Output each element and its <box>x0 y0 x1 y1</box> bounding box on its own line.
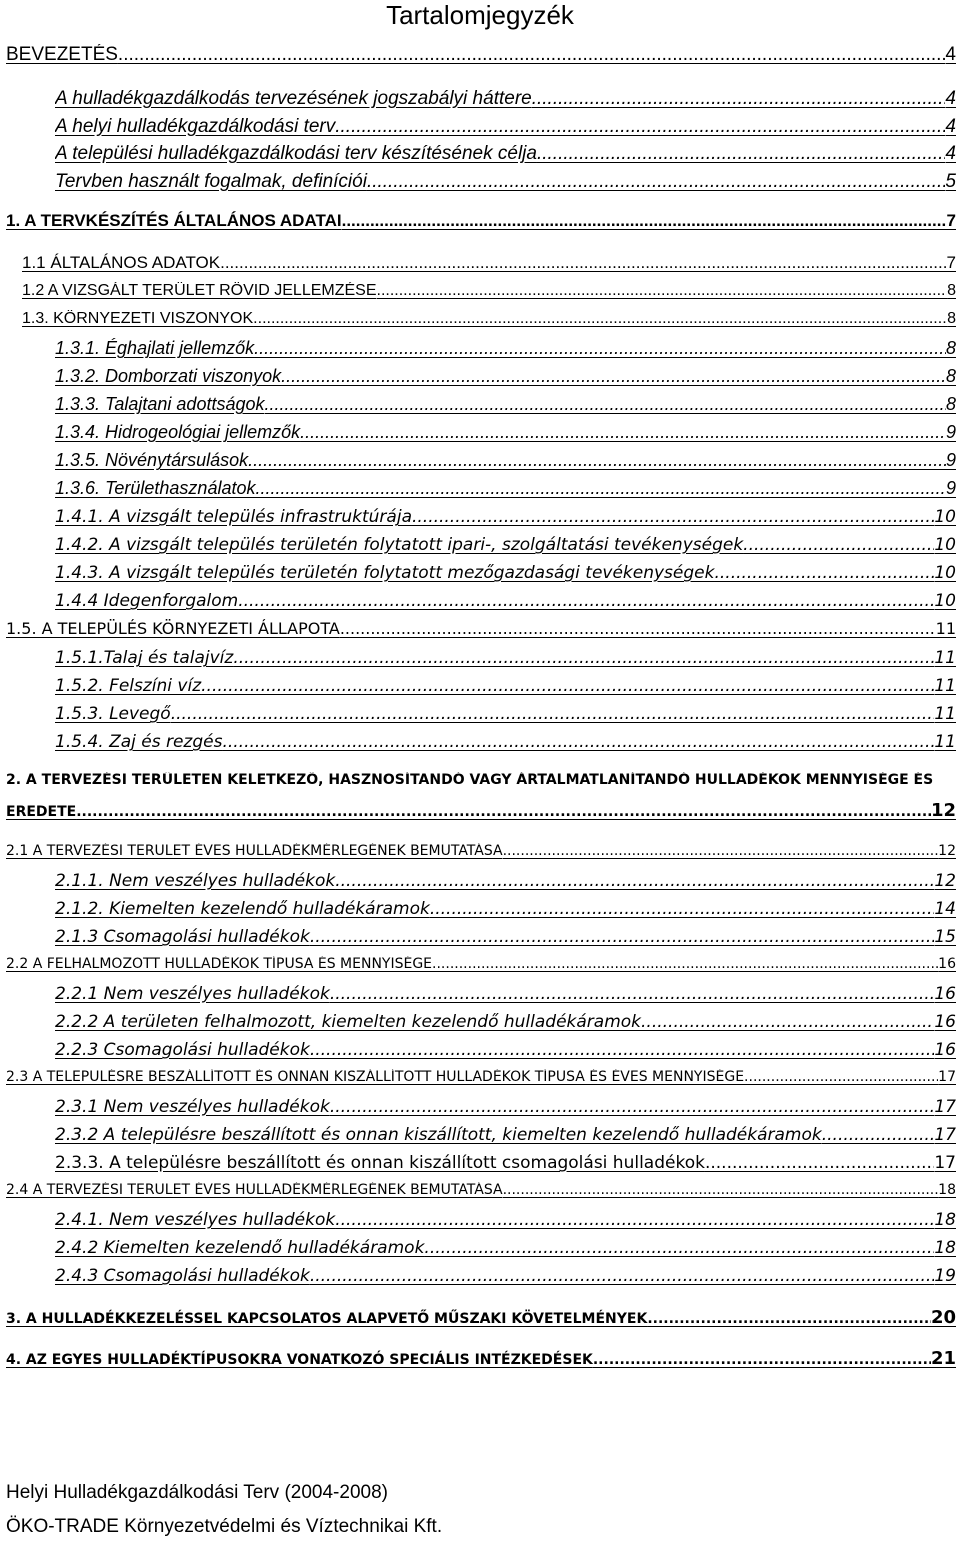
toc-entry-page-number: 12 <box>930 800 956 821</box>
toc-dot-leader <box>743 535 934 555</box>
toc-entry-page-number: 10 <box>934 535 956 555</box>
toc-entry[interactable] <box>55 394 956 415</box>
toc-entry[interactable] <box>6 1069 956 1085</box>
toc-dot-leader <box>233 648 934 668</box>
toc-entry-label: 2.1 A TERVEZÉSI TERÜLET ÉVES HULLADÉKMÉRLEGÉNEK BEMUTATÁSA <box>6 843 503 859</box>
toc-entry-label: 1.3.3. Talajtani adottságok <box>55 394 265 414</box>
toc-dot-leader <box>222 732 934 752</box>
toc-entry[interactable] <box>22 253 956 273</box>
toc-entry-label: A helyi hulladékgazdálkodási terv <box>55 116 336 137</box>
toc-entry-page-number: 8 <box>947 282 956 299</box>
toc-entry[interactable] <box>6 772 956 788</box>
toc-entry-page-number: 17 <box>938 1069 956 1085</box>
toc-entry[interactable] <box>55 422 956 443</box>
toc-entry[interactable] <box>6 843 956 859</box>
toc-entry-page-number: 7 <box>946 253 956 272</box>
toc-entry-page-number: 11 <box>934 732 956 752</box>
toc-entry[interactable] <box>6 956 956 972</box>
toc-entry-page-number: 5 <box>945 171 956 192</box>
toc-entry[interactable] <box>6 211 956 231</box>
toc-dot-leader <box>503 1182 939 1198</box>
toc-entry-label: 1.4.3. A vizsgált település területén folytatott mezőgazdasági tevékenységek <box>55 563 715 583</box>
toc-entry-page-number: 17 <box>934 1153 956 1173</box>
toc-entry-label: 2.3.2 A településre beszállított és onnan kiszállított, kiemelten kezelendő hulladékáramok <box>55 1125 822 1145</box>
toc-entry[interactable] <box>55 450 956 471</box>
toc-entry-label: 1.5.1.Talaj és talajvíz <box>55 648 234 668</box>
toc-entry-page-number: 17 <box>934 1097 956 1117</box>
toc-entry-page-number: 8 <box>945 338 956 358</box>
toc-entry-label: 1.2 A VIZSGÁLT TERÜLET RÖVID JELLEMZÉSE <box>22 282 377 299</box>
toc-entry[interactable] <box>6 1182 956 1198</box>
toc-dot-leader <box>201 676 934 696</box>
toc-dot-leader <box>238 591 934 611</box>
toc-dot-leader <box>744 1069 938 1085</box>
toc-entry[interactable] <box>55 1040 956 1060</box>
toc-entry-page-number: 18 <box>934 1238 956 1258</box>
toc-dot-leader <box>248 450 946 471</box>
toc-dot-leader <box>593 1352 931 1368</box>
toc-entry[interactable] <box>6 619 956 638</box>
toc-entry[interactable] <box>6 44 956 66</box>
toc-entry-label: 1.1 ÁLTALÁNOS ADATOK <box>22 253 221 272</box>
toc-dot-leader <box>220 253 946 273</box>
toc-entry[interactable] <box>55 563 956 583</box>
toc-entry-page-number: 19 <box>934 1266 956 1286</box>
toc-entry-page-number: 10 <box>934 591 956 611</box>
toc-entry-page-number: 18 <box>938 1182 956 1198</box>
toc-entry-page-number: 8 <box>945 366 956 386</box>
toc-entry[interactable] <box>55 648 956 668</box>
toc-entry-page-number: 18 <box>934 1210 956 1230</box>
footer-title: Helyi Hulladékgazdálkodási Terv (2004-2008) <box>6 1482 388 1503</box>
toc-entry-label: 2.2.3 Csomagolási hulladékok <box>55 1040 310 1060</box>
toc-dot-leader <box>330 1097 935 1117</box>
toc-dot-leader <box>367 171 945 193</box>
toc-dot-leader <box>281 366 946 387</box>
toc-entry-label: 2.3 A TELEPÜLÉSRE BESZÁLLÍTOTT ÉS ONNAN KISZÁLLÍTOTT HULLADÉKOK TÍPUSA ÉS ÉVES MENNYISÉGE <box>6 1069 745 1085</box>
toc-entry-page-number: 12 <box>938 843 956 859</box>
toc-entry-page-number: 9 <box>945 478 956 498</box>
toc-entry[interactable] <box>55 871 956 891</box>
toc-entry[interactable] <box>55 478 956 499</box>
toc-dot-leader <box>335 116 945 138</box>
toc-entry[interactable] <box>55 1012 956 1032</box>
toc-dot-leader <box>430 899 935 919</box>
toc-dot-leader <box>171 704 935 724</box>
toc-entry-page-number: 8 <box>947 310 956 327</box>
toc-entry-label: 2.2 A FELHALMOZOTT HULLADÉKOK TÍPUSA ÉS MENNYISÉGE <box>6 956 433 972</box>
toc-dot-leader <box>424 1238 934 1258</box>
toc-dot-leader <box>300 422 946 443</box>
toc-entry-label: 2.1.2. Kiemelten kezelendő hulladékáramok <box>55 899 430 919</box>
toc-entry[interactable] <box>6 1348 956 1369</box>
toc-entry-page-number: 16 <box>934 984 956 1004</box>
toc-entry[interactable] <box>55 366 956 387</box>
toc-entry[interactable] <box>55 1238 956 1258</box>
toc-entry-label: BEVEZETÉS <box>6 44 118 65</box>
toc-entry-page-number: 8 <box>945 394 956 414</box>
toc-entry-page-number: 20 <box>930 1307 956 1328</box>
toc-dot-leader <box>255 478 946 499</box>
toc-entry-label: Tervben használt fogalmak, definíciói <box>55 171 367 192</box>
toc-dot-leader <box>118 44 946 66</box>
toc-entry-page-number: 7 <box>946 211 956 230</box>
toc-entry-page-number: 4 <box>945 44 956 65</box>
toc-entry-label: 1.3.5. Növénytársulások <box>55 450 249 470</box>
toc-entry-label: 2.2.2 A területen felhalmozott, kiemelten kezelendő hulladékáramok <box>55 1012 642 1032</box>
toc-entry[interactable] <box>55 88 956 110</box>
toc-entry[interactable] <box>55 1266 956 1286</box>
toc-entry[interactable] <box>6 1307 956 1328</box>
toc-entry-label: 2.1.3 Csomagolási hulladékok <box>55 927 310 947</box>
toc-entry-page-number: 10 <box>934 507 956 527</box>
toc-entry-page-number: 12 <box>934 871 956 891</box>
toc-dot-leader <box>330 984 935 1004</box>
toc-entry-label: 2.2.1 Nem veszélyes hulladékok <box>55 984 330 1004</box>
toc-entry[interactable] <box>55 1210 956 1230</box>
toc-entry-label: 2.3.1 Nem veszélyes hulladékok <box>55 1097 330 1117</box>
toc-entry-label: A települési hulladékgazdálkodási terv készítésének célja <box>55 143 537 164</box>
toc-entry-label: 1.3.4. Hidrogeológiai jellemzők <box>55 422 301 442</box>
toc-entry[interactable] <box>55 704 956 724</box>
toc-dot-leader <box>537 143 945 165</box>
toc-entry[interactable] <box>22 310 956 328</box>
toc-dot-leader <box>705 1153 934 1173</box>
toc-dot-leader <box>641 1012 934 1032</box>
toc-entry[interactable] <box>22 282 956 300</box>
toc-entry-label: 1.3.1. Éghajlati jellemzők <box>55 338 255 358</box>
toc-entry-label: 4. AZ EGYES HULLADÉKTÍPUSOKRA VONATKOZÓ SPECIÁLIS INTÉZKEDÉSEK <box>6 1352 593 1368</box>
toc-entry-label: 3. A HULLADÉKKEZELÉSSEL KAPCSOLATOS ALAPVETŐ MŰSZAKI KÖVETELMÉNYEK <box>6 1311 648 1327</box>
toc-entry-page-number: 14 <box>934 899 956 919</box>
toc-entry-label: 2. A TERVEZÉSI TERÜLETEN KELETKEZŐ, HASZNOSÍTANDÓ VAGY ÁRTALMATLANÍTANDÓ HULLADÉKOK MENNYISÉGE ÉS <box>6 772 934 788</box>
toc-entry[interactable] <box>6 800 956 821</box>
toc-entry-page-number: 11 <box>934 704 956 724</box>
toc-entry-label: 2.1.1. Nem veszélyes hulladékok <box>55 871 336 891</box>
toc-entry-label: 2.4.2 Kiemelten kezelendő hulladékáramok <box>55 1238 425 1258</box>
toc-entry-label: 1.4.4 Idegenforgalom <box>55 591 239 611</box>
toc-entry-label: EREDETE <box>6 804 77 820</box>
toc-entry-page-number: 11 <box>934 648 956 668</box>
toc-dot-leader <box>532 88 946 110</box>
toc-dot-leader <box>310 1266 935 1286</box>
toc-entry-page-number: 4 <box>945 88 956 109</box>
toc-entry[interactable] <box>55 507 956 527</box>
page-title: Tartalomjegyzék <box>386 0 574 30</box>
toc-entry-label: 1.5. A TELEPÜLÉS KÖRNYEZETI ÁLLAPOTA <box>6 619 340 638</box>
toc-entry-label: 1.3. KÖRNYEZETI VISZONYOK <box>22 310 254 327</box>
footer-company: ÖKO-TRADE Környezetvédelmi és Víztechnikai Kft. <box>6 1516 443 1537</box>
toc-dot-leader <box>310 927 935 947</box>
toc-dot-leader <box>503 843 939 859</box>
toc-entry-page-number: 4 <box>945 143 956 164</box>
toc-entry-page-number: 11 <box>934 676 956 696</box>
toc-entry[interactable] <box>55 116 956 138</box>
toc-dot-leader <box>310 1040 935 1060</box>
toc-entry-label: 1.5.2. Felszíni víz <box>55 676 202 696</box>
toc-entry-label: 1.3.6. Területhasználatok <box>55 478 256 498</box>
toc-entry[interactable] <box>55 171 956 193</box>
toc-entry-label: 2.4.1. Nem veszélyes hulladékok <box>55 1210 336 1230</box>
toc-entry[interactable] <box>55 1125 956 1145</box>
toc-dot-leader <box>412 507 934 527</box>
toc-entry-page-number: 11 <box>935 619 956 638</box>
toc-dot-leader <box>432 956 938 972</box>
toc-entry[interactable] <box>55 535 956 555</box>
toc-entry[interactable] <box>55 899 956 919</box>
toc-entry-label: 2.4 A TERVEZÉSI TERÜLET ÉVES HULLADÉKMÉRLEGÉNEK BEMUTATÁSA <box>6 1182 503 1198</box>
toc-dot-leader <box>340 619 936 638</box>
toc-entry[interactable] <box>55 591 956 611</box>
toc-dot-leader <box>265 394 946 415</box>
toc-entry-page-number: 9 <box>945 450 956 470</box>
toc-entry-label: 1. A TERVKÉSZÍTÉS ÁLTALÁNOS ADATAI <box>6 211 342 230</box>
toc-entry-label: 1.5.4. Zaj és rezgés <box>55 732 223 752</box>
toc-entry-page-number: 15 <box>934 927 956 947</box>
toc-entry[interactable] <box>55 143 956 165</box>
toc-entry-page-number: 16 <box>934 1040 956 1060</box>
toc-entry-label: A hulladékgazdálkodás tervezésének jogszabályi háttere <box>55 88 532 109</box>
toc-entry-label: 2.3.3. A településre beszállított és onnan kiszállított csomagolási hulladékok <box>55 1153 705 1173</box>
toc-entry-page-number: 4 <box>945 116 956 137</box>
toc-entry[interactable] <box>55 927 956 947</box>
toc-dot-leader <box>335 871 934 891</box>
toc-dot-leader <box>254 338 946 359</box>
toc-entry[interactable] <box>55 732 956 752</box>
toc-dot-leader <box>342 211 947 231</box>
toc-dot-leader <box>76 804 931 820</box>
toc-entry-label: 1.5.3. Levegő <box>55 704 171 724</box>
toc-dot-leader <box>335 1210 934 1230</box>
toc-entry-page-number: 9 <box>945 422 956 442</box>
toc-dot-leader <box>714 563 934 583</box>
toc-entry-page-number: 21 <box>930 1348 956 1369</box>
toc-entry[interactable] <box>55 676 956 696</box>
toc-dot-leader <box>253 310 947 328</box>
toc-entry[interactable] <box>55 338 956 359</box>
toc-dot-leader <box>377 282 948 300</box>
toc-entry-label: 1.4.2. A vizsgált település területén folytatott ipari-, szolgáltatási tevékenységek <box>55 535 744 555</box>
toc-dot-leader <box>822 1125 935 1145</box>
toc-dot-leader <box>647 1311 931 1327</box>
toc-entry[interactable] <box>55 1097 956 1117</box>
toc-entry[interactable] <box>55 984 956 1004</box>
toc-entry[interactable] <box>55 1153 956 1173</box>
toc-entry-label: 1.3.2. Domborzati viszonyok <box>55 366 282 386</box>
toc-entry-label: 1.4.1. A vizsgált település infrastruktúrája <box>55 507 412 527</box>
toc-entry-page-number: 16 <box>938 956 956 972</box>
toc-entry-page-number: 10 <box>934 563 956 583</box>
toc-entry-label: 2.4.3 Csomagolási hulladékok <box>55 1266 310 1286</box>
toc-entry-page-number: 17 <box>934 1125 956 1145</box>
toc-entry-page-number: 16 <box>934 1012 956 1032</box>
